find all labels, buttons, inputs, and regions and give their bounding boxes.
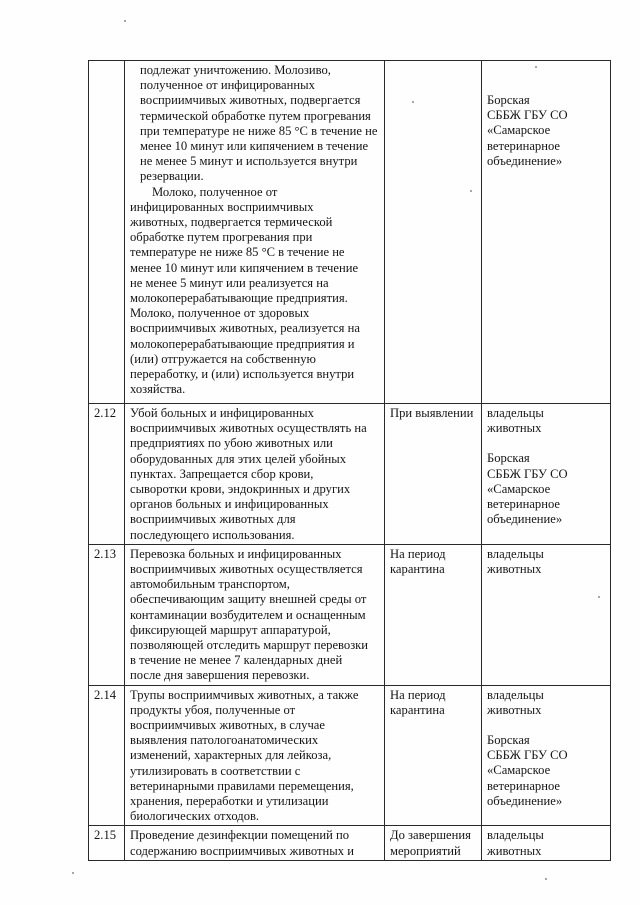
measure-description <box>125 404 385 545</box>
scan-speck <box>470 190 472 192</box>
responsible-cell <box>482 685 611 826</box>
table-row <box>89 685 611 826</box>
measures-table <box>88 60 611 861</box>
responsible-cell <box>482 61 611 404</box>
term-cell: При выявлении <box>385 404 482 545</box>
term-cell: На период карантина <box>385 685 482 826</box>
term-cell: На период карантина <box>385 544 482 685</box>
measure-paragraph: подлежат уничтожению. Молозиво, полученное от инфицированных восприимчивых животных, подвергается термической обработке путем прогревания при температуре не ниже 85 °С в течение не менее 10 минут или кипячением в течение не менее 5 минут и используется внутри резервации. <box>140 63 378 184</box>
row-number: 2.15 <box>89 826 125 860</box>
term-cell: До завершения мероприятий <box>385 826 482 860</box>
responsible-party: владельцы животных <box>487 406 544 436</box>
responsible-cell <box>482 404 611 545</box>
responsible-party: владельцы животных <box>487 546 544 577</box>
measure-paragraph: Убой больных и инфицированных восприимчивых животных осуществлять на предприятиях по убою животных или оборудованных для этих целей убойных пунктах. Запрещается сбор крови, сыворотки крови, эндокринных и других органов больных и инфицированных восприимчивых животных для последующего использования. <box>130 406 367 542</box>
measure-description <box>125 544 385 685</box>
measure-description <box>125 685 385 826</box>
responsible-cell <box>482 826 611 860</box>
responsible-party: Борская СББЖ ГБУ СО «Самарское ветеринарное объединение» <box>487 93 568 168</box>
scan-speck <box>412 101 414 103</box>
scan-speck <box>535 66 537 68</box>
table-row <box>89 61 611 404</box>
table-row <box>89 404 611 545</box>
row-number: 2.12 <box>89 404 125 545</box>
row-number <box>89 61 125 404</box>
responsible-cell <box>482 544 611 685</box>
table-row <box>89 544 611 685</box>
responsible-party: Борская СББЖ ГБУ СО «Самарское ветеринарное объединение» <box>487 451 568 527</box>
table-row <box>89 826 611 860</box>
measure-paragraph: Проведение дезинфекции помещений по содержанию восприимчивых животных и <box>130 828 354 858</box>
measure-paragraph: Молоко, полученное от инфицированных восприимчивых животных, подвергается термической обработке путем прогревания при температуре не ниже 85 °С в течение не менее 10 минут или кипячением в течение не менее 5 минут или реализуется на молокоперерабатывающие предприятия. Молоко, полученное от здоровых восприимчивых животных, реализуется на молокоперерабатывающие предприятия и (или) отгружается на собственную переработку, и (или) используется внутри хозяйства. <box>130 184 360 397</box>
term-cell <box>385 61 482 404</box>
responsible-party: владельцы животных <box>487 828 544 858</box>
scan-speck <box>545 878 547 880</box>
scan-speck <box>124 20 126 22</box>
measure-description <box>125 61 385 404</box>
measure-description <box>125 826 385 860</box>
row-number: 2.13 <box>89 544 125 685</box>
responsible-party: Борская СББЖ ГБУ СО «Самарское ветеринарное объединение» <box>487 733 568 808</box>
scan-speck <box>598 596 600 598</box>
row-number: 2.14 <box>89 685 125 826</box>
scan-speck <box>72 872 74 874</box>
measure-paragraph: Перевозка больных и инфицированных восприимчивых животных осуществляется автомобильным транспортом, обеспечивающим защиту внешней среды от контаминации возбудителем и оснащенным фиксирующей маршрут аппаратурой, позволяющей отследить маршрут перевозки в течение не менее 7 календарных дней после дня завершения перевозки. <box>130 546 369 683</box>
measure-paragraph: Трупы восприимчивых животных, а также продукты убоя, полученные от восприимчивых животных, в случае выявления патологоанатомических изменений, характерных для лейкоза, утилизировать в соответствии с ветеринарными правилами перемещения, хранения, переработки и утилизации биологических отходов. <box>130 687 359 824</box>
responsible-party: владельцы животных <box>487 687 544 717</box>
